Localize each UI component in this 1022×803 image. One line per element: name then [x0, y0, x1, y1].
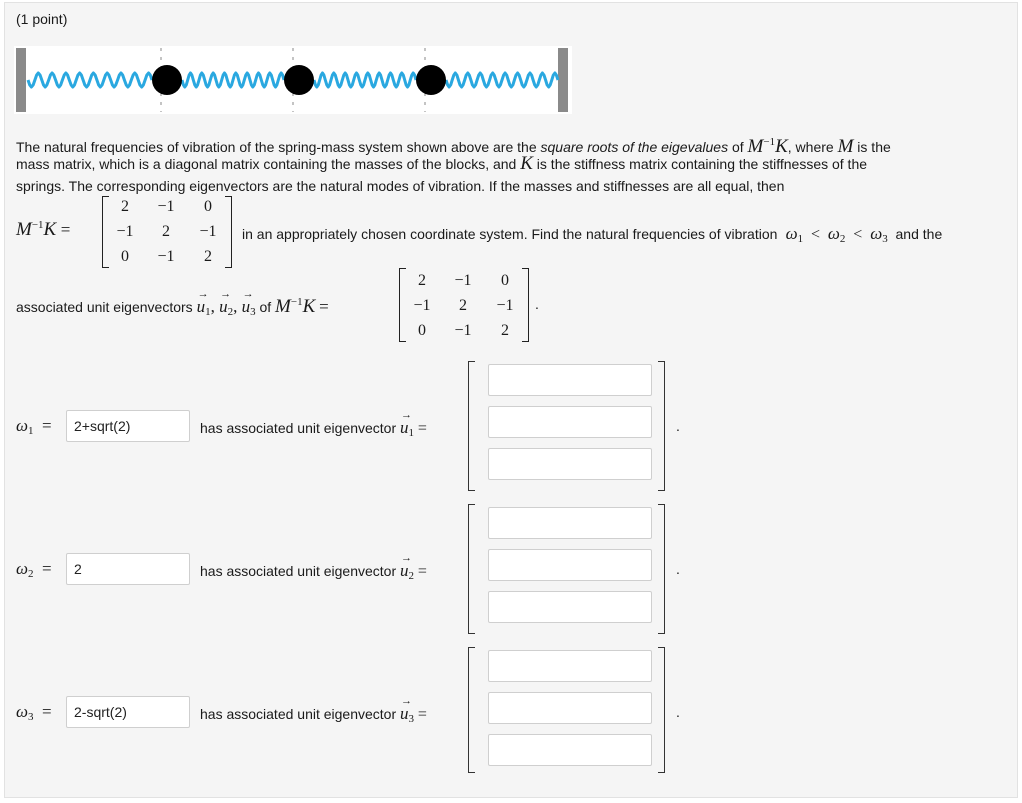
mass-1	[152, 65, 182, 95]
row-1-period: .	[676, 418, 680, 434]
vector-2-left-bracket	[468, 504, 475, 634]
stiffness-matrix-1: 2 −1 0 −1 2 −1 0 −1 2	[102, 196, 232, 268]
vector-2-entry-2[interactable]	[488, 549, 652, 581]
spring-mass-figure	[14, 46, 572, 114]
omega-3-input[interactable]	[66, 696, 190, 728]
vector-3-right-bracket	[658, 647, 665, 773]
row-3-period: .	[676, 704, 680, 720]
vector-2-right-bracket	[658, 504, 665, 634]
vector-3-entry-2[interactable]	[488, 692, 652, 724]
mass-2	[284, 65, 314, 95]
vector-3-entry-3[interactable]	[488, 734, 652, 766]
vector-1-left-bracket	[468, 361, 475, 491]
vector-1-entry-2[interactable]	[488, 406, 652, 438]
left-wall	[16, 48, 26, 112]
matrix-rhs-text: in an appropriately chosen coordinate system. Find the natural frequencies of vibration $\omega_1 < \omega_2 < \omega_3$ and the	[242, 224, 943, 245]
period: .	[535, 296, 539, 312]
mass-3	[416, 65, 446, 95]
vector-1-entry-1[interactable]	[488, 364, 652, 396]
vector-2-entry-3[interactable]	[488, 591, 652, 623]
vector-3-entry-1[interactable]	[488, 650, 652, 682]
row-2-assoc-text: has associated unit eigenvector → $u_2$ =	[200, 561, 427, 582]
vector-1-right-bracket	[658, 361, 665, 491]
paragraph-line-1: The natural frequencies of vibration of the spring-mass system shown above are the square roots of the eigevalues of $M^{-1}K$, where M is the	[16, 136, 891, 157]
omega-3-label: $\omega_3$ =	[16, 702, 52, 723]
omega-1-input[interactable]	[66, 410, 190, 442]
omega-2-input[interactable]	[66, 553, 190, 585]
paragraph-line-3: springs. The corresponding eigenvectors are the natural modes of vibration. If the masses and stiffnesses are all equal, then	[16, 178, 785, 194]
points-label: (1 point)	[16, 11, 68, 27]
row-3-assoc-text: has associated unit eigenvector → $u_3$ =	[200, 704, 427, 725]
matrix-lhs: $M^{-1}K$ =	[16, 219, 71, 240]
omega-1-label: $\omega_1$ =	[16, 416, 52, 437]
right-wall	[558, 48, 568, 112]
vector-2-entry-1[interactable]	[488, 507, 652, 539]
assoc-eigenvectors-text: associated unit eigenvectors → $u_1$, → $u_2$, → $u_3$ of $M^{-1}K$ =	[16, 296, 329, 318]
paragraph-line-2: mass matrix, which is a diagonal matrix containing the masses of the blocks, and K is the stiffness matrix containing the stiffnesses of the	[16, 153, 868, 174]
stiffness-matrix-2: 2 −1 0 −1 2 −1 0 −1 2	[399, 268, 529, 342]
row-2-period: .	[676, 561, 680, 577]
vector-3-left-bracket	[468, 647, 475, 773]
omega-2-label: $\omega_2$ =	[16, 559, 52, 580]
row-1-assoc-text: has associated unit eigenvector → $u_1$ =	[200, 418, 427, 439]
vector-1-entry-3[interactable]	[488, 448, 652, 480]
